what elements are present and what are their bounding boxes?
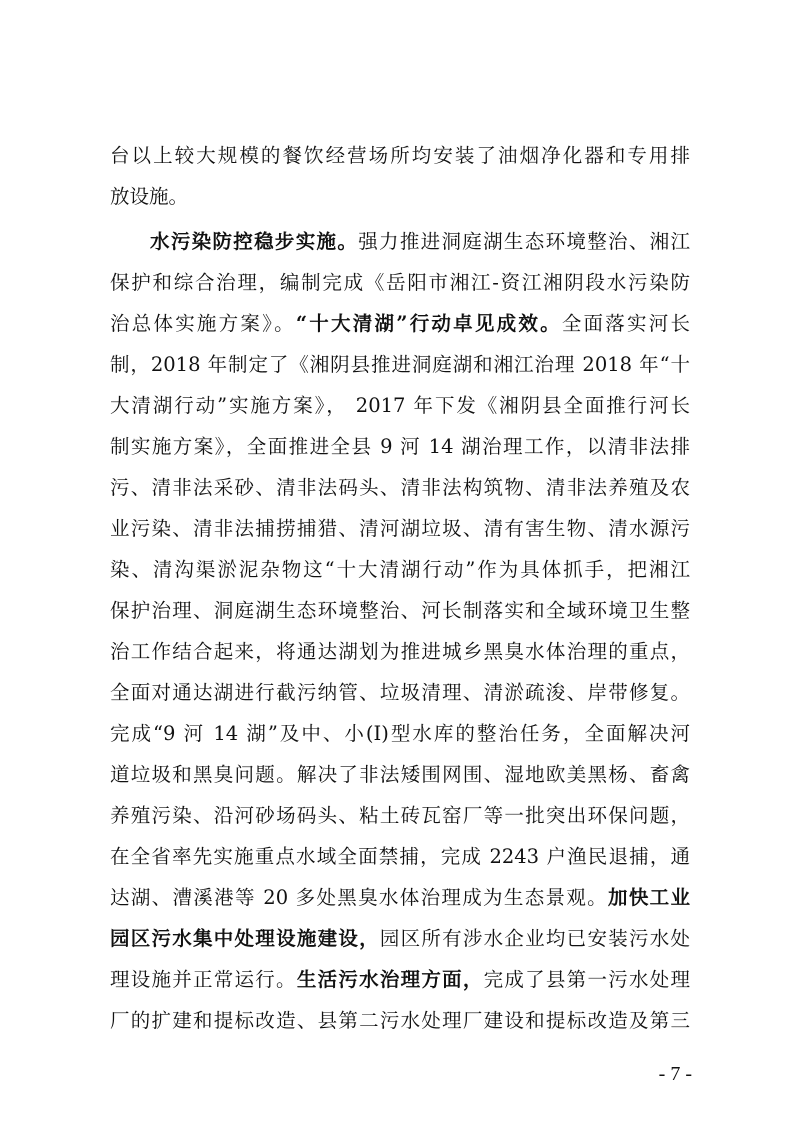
- text-line: 治工作结合起来，将通达湖划为推进城乡黑臭水体治理的重点，: [110, 640, 690, 663]
- page-number: - 7 -: [658, 1063, 692, 1085]
- text-line: 治总体实施方案》。“十大清湖”行动卓见成效。全面落实河长: [110, 312, 690, 335]
- section-heading-water-pollution: 水污染防控稳步实施。: [150, 230, 359, 253]
- text-line: 制，2018 年制定了《湘阴县推进洞庭湖和湘江治理 2018 年“十: [110, 353, 690, 376]
- text-line: 在全省率先实施重点水域全面禁捕，完成 2243 户渔民退捕，通: [110, 845, 690, 868]
- text-line: 达湖、漕溪港等 20 多处黑臭水体治理成为生态景观。加快工业: [110, 886, 690, 909]
- section-heading-industrial-park: 加快工业: [608, 886, 690, 909]
- text-line: 染、清沟渠淤泥杂物这“十大清湖行动”作为具体抓手，把湘江: [110, 558, 690, 581]
- section-heading-domestic-sewage: 生活污水治理方面，: [296, 968, 484, 991]
- text-line: 完成“9 河 14 湖”及中、小(I)型水库的整治任务，全面解决河: [110, 722, 690, 745]
- text-line: 放设施。: [110, 185, 189, 208]
- text-line: 理设施并正常运行。生活污水治理方面，完成了县第一污水处理: [110, 968, 690, 991]
- text-line: 业污染、清非法捕捞捕猎、清河湖垃圾、清有害生物、清水源污: [110, 517, 690, 540]
- text-line: 养殖污染、沿河砂场码头、粘土砖瓦窑厂等一批突出环保问题，: [110, 804, 690, 827]
- text-line: 水污染防控稳步实施。强力推进洞庭湖生态环境整治、湘江: [150, 230, 690, 253]
- text-line: 全面对通达湖进行截污纳管、垃圾清理、清淤疏浚、岸带修复。: [110, 681, 690, 704]
- text-line: 保护治理、洞庭湖生态环境整治、河长制落实和全域环境卫生整: [110, 599, 690, 622]
- text-line: 道垃圾和黑臭问题。解决了非法矮围网围、湿地欧美黑杨、畜禽: [110, 763, 690, 786]
- text-line: 污、清非法采砂、清非法码头、清非法构筑物、清非法养殖及农: [110, 476, 690, 499]
- text-line: 园区污水集中处理设施建设，园区所有涉水企业均已安装污水处: [110, 927, 690, 950]
- text-line: 台以上较大规模的餐饮经营场所均安装了油烟净化器和专用排: [110, 144, 690, 167]
- section-heading-ten-lakes: “十大清湖”行动卓见成效。: [295, 312, 562, 335]
- text-line: 制实施方案》，全面推进全县 9 河 14 湖治理工作，以清非法排: [110, 435, 690, 458]
- text-line: 厂的扩建和提标改造、县第二污水处理厂建设和提标改造及第三: [110, 1009, 690, 1032]
- section-heading-industrial-park-cont: 园区污水集中处理设施建设，: [110, 927, 380, 950]
- text-line: 保护和综合治理，编制完成《岳阳市湘江-资江湘阴段水污染防: [110, 271, 690, 294]
- text-line: 大清湖行动”实施方案》， 2017 年下发《湘阴县全面推行河长: [110, 394, 690, 417]
